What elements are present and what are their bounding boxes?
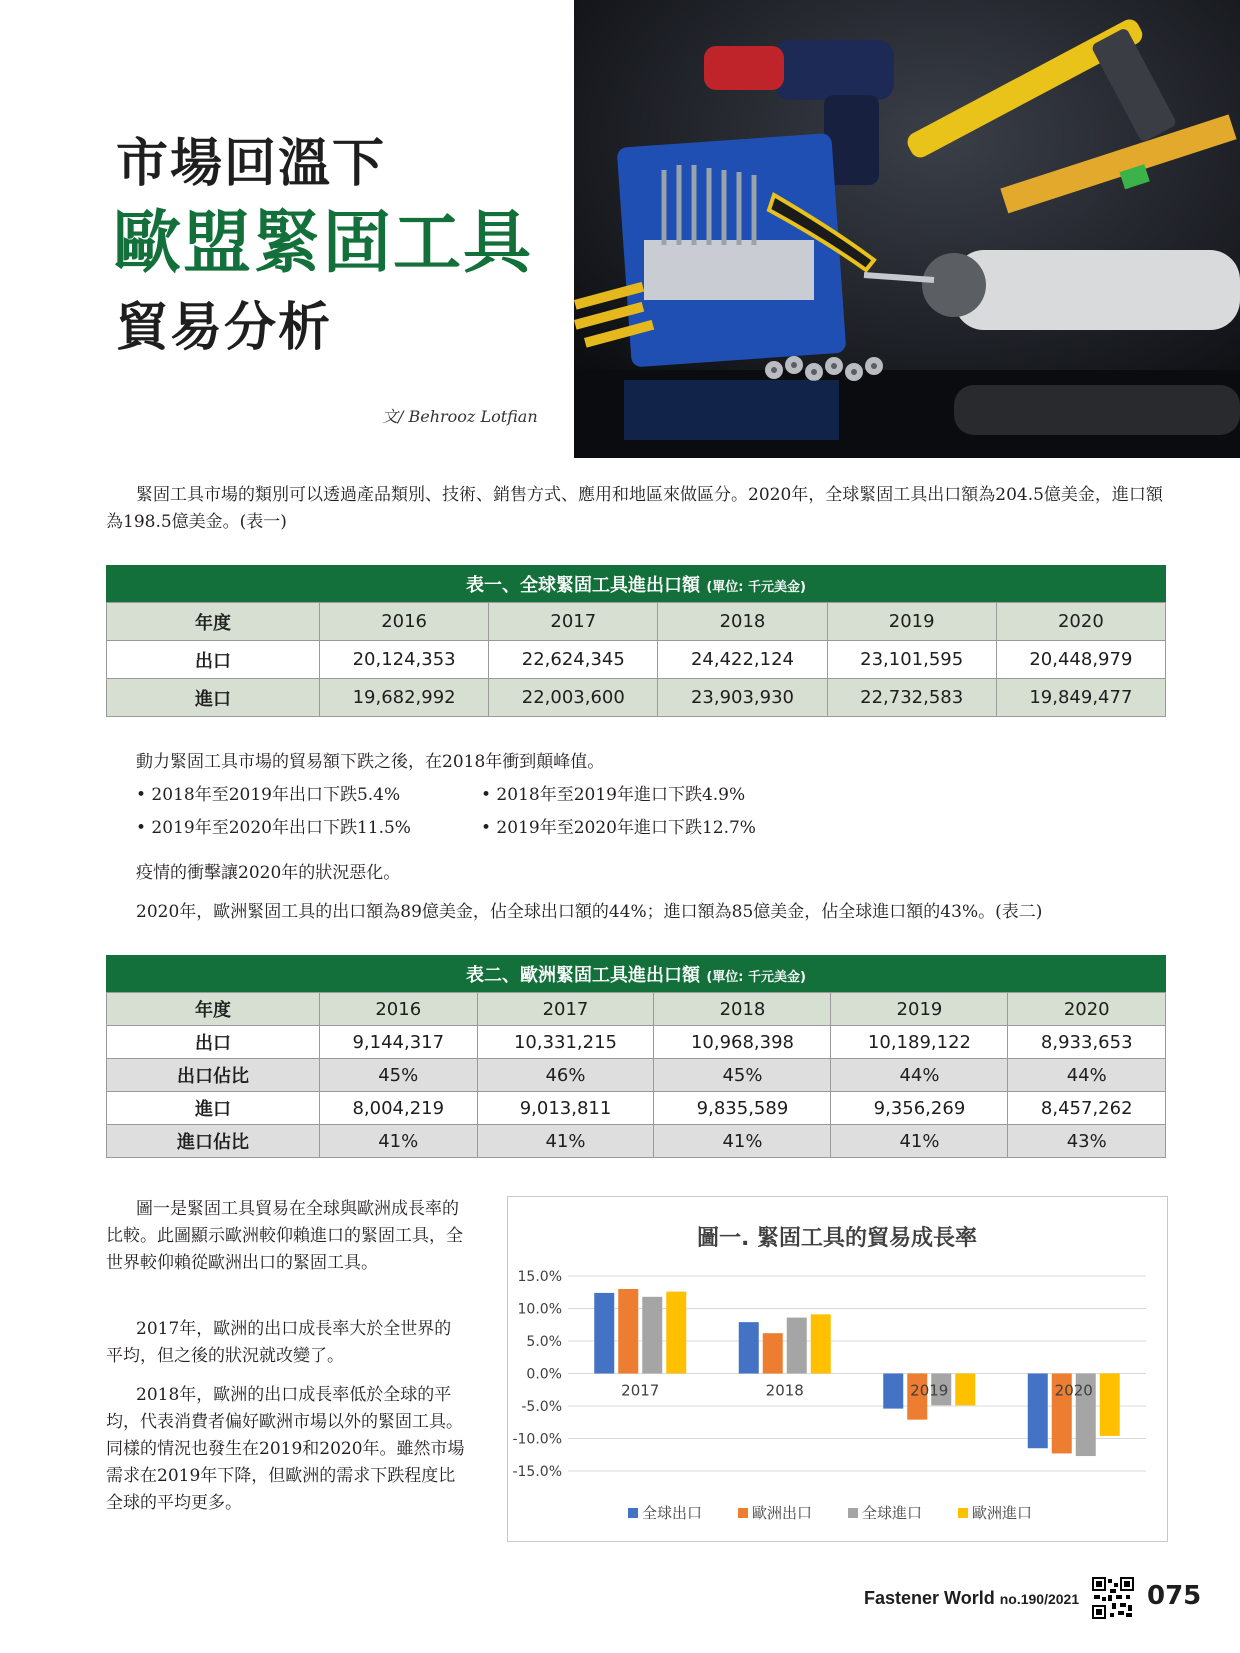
column-paragraph-1: 圖一是緊固工具貿易在全球與歐洲成長率的比較。此圖顯示歐洲較仰賴進口的緊固工具，全世界較仰賴從歐洲出口的緊固工具。 bbox=[106, 1199, 463, 1273]
table-europe-trade bbox=[106, 955, 1166, 1158]
author-byline: 文/ Behrooz Lotfian bbox=[382, 407, 538, 426]
table-row bbox=[107, 1125, 1166, 1158]
table-cell: 22,003,600 bbox=[489, 679, 658, 717]
title-line-3: 貿易分析 bbox=[116, 298, 333, 358]
table-cell: 19,849,477 bbox=[996, 679, 1165, 717]
chart-svg bbox=[508, 1197, 1167, 1541]
table2-year: 2016 bbox=[320, 993, 478, 1026]
bar-2019-0 bbox=[883, 1374, 903, 1409]
paragraph-3: 疫情的衝擊讓2020年的狀況惡化。 bbox=[136, 863, 401, 883]
intro-paragraph: 緊固工具市場的類別可以透過產品類別、技術、銷售方式、應用和地區來做區分。2020年，全球緊固工具出口額為204.5億美金，進口額為198.5億美金。(表一) bbox=[106, 485, 1163, 532]
legend-label: 全球出口 bbox=[642, 1504, 703, 1522]
legend-swatch bbox=[628, 1508, 638, 1518]
chart-trade-growth bbox=[507, 1196, 1168, 1542]
bar-2018-3 bbox=[811, 1314, 831, 1373]
table2-year: 2017 bbox=[477, 993, 654, 1026]
table1-year: 2016 bbox=[320, 603, 489, 641]
bullet-export-2019: • 2018年至2019年出口下跌5.4% bbox=[136, 785, 401, 805]
legend-swatch bbox=[738, 1508, 748, 1518]
x-tick-label: 2020 bbox=[1054, 1381, 1093, 1400]
row-label: 出口佔比 bbox=[107, 1059, 320, 1092]
table-cell: 24,422,124 bbox=[658, 641, 827, 679]
magazine-name: Fastener World bbox=[864, 1588, 995, 1608]
y-tick-label: -10.0% bbox=[512, 1431, 562, 1448]
table-cell: 41% bbox=[320, 1125, 478, 1158]
table-cell: 23,903,930 bbox=[658, 679, 827, 717]
table-cell: 23,101,595 bbox=[827, 641, 996, 679]
table-cell: 10,331,215 bbox=[477, 1026, 654, 1059]
table1-unit: (單位: 千元美金) bbox=[706, 580, 806, 595]
table-cell: 8,457,262 bbox=[1008, 1092, 1166, 1125]
bar-2020-3 bbox=[1100, 1374, 1120, 1436]
table1-year: 2017 bbox=[489, 603, 658, 641]
bar-2017-2 bbox=[642, 1297, 662, 1374]
legend-swatch bbox=[848, 1508, 858, 1518]
bar-2017-3 bbox=[666, 1292, 686, 1374]
table-global-trade bbox=[106, 565, 1166, 717]
x-tick-label: 2018 bbox=[765, 1381, 804, 1400]
table-cell: 10,968,398 bbox=[654, 1026, 831, 1059]
bullet-import-2019: • 2018年至2019年進口下跌4.9% bbox=[481, 785, 746, 805]
bar-2020-0 bbox=[1028, 1374, 1048, 1449]
table2-year: 2020 bbox=[1008, 993, 1166, 1026]
row-label: 進口 bbox=[107, 679, 320, 717]
table1-year: 2019 bbox=[827, 603, 996, 641]
table-row bbox=[107, 679, 1166, 717]
table-cell: 41% bbox=[654, 1125, 831, 1158]
x-tick-label: 2019 bbox=[910, 1381, 949, 1400]
table-cell: 44% bbox=[1008, 1059, 1166, 1092]
table1-header-label: 年度 bbox=[107, 603, 320, 641]
table-cell: 9,013,811 bbox=[477, 1092, 654, 1125]
bar-2018-2 bbox=[787, 1318, 807, 1374]
legend-label: 歐洲出口 bbox=[752, 1504, 813, 1522]
table-cell: 41% bbox=[477, 1125, 654, 1158]
bar-2019-3 bbox=[955, 1374, 975, 1406]
table2-year: 2018 bbox=[654, 993, 831, 1026]
y-tick-label: -15.0% bbox=[512, 1464, 562, 1480]
table-cell: 41% bbox=[831, 1125, 1008, 1158]
x-tick-label: 2017 bbox=[621, 1381, 660, 1400]
table-row bbox=[107, 1092, 1166, 1125]
table-cell: 20,448,979 bbox=[996, 641, 1165, 679]
table2-header-row bbox=[107, 993, 1166, 1026]
title-line-2: 歐盟緊固工具 bbox=[113, 204, 534, 283]
table-row bbox=[107, 641, 1166, 679]
table2-title bbox=[106, 955, 1166, 992]
table1-year: 2020 bbox=[996, 603, 1165, 641]
bar-2017-0 bbox=[594, 1293, 614, 1374]
issue-number: no.190/2021 bbox=[999, 1591, 1080, 1607]
table-cell: 10,189,122 bbox=[831, 1026, 1008, 1059]
row-label: 進口 bbox=[107, 1092, 320, 1125]
table-cell: 9,356,269 bbox=[831, 1092, 1008, 1125]
table-cell: 45% bbox=[654, 1059, 831, 1092]
table-cell: 44% bbox=[831, 1059, 1008, 1092]
table1-title-text: 表一、全球緊固工具進出口額 bbox=[466, 575, 701, 596]
chart-title: 圖一. 緊固工具的貿易成長率 bbox=[696, 1226, 978, 1251]
table1-title bbox=[106, 565, 1166, 602]
table-cell: 9,835,589 bbox=[654, 1092, 831, 1125]
y-tick-label: 5.0% bbox=[526, 1334, 562, 1350]
bullet-import-2020: • 2019年至2020年進口下跌12.7% bbox=[481, 818, 756, 838]
table-row bbox=[107, 1026, 1166, 1059]
page-number: 075 bbox=[1147, 1581, 1202, 1611]
table2-year: 2019 bbox=[831, 993, 1008, 1026]
column-paragraph-3: 2018年，歐洲的出口成長率低於全球的平均，代表消費者偏好歐洲市場以外的緊固工具。同樣的情況也發生在2019和2020年。雖然市場需求在2019年下降，但歐洲的需求下跌程度比全球的平均更多。 bbox=[106, 1385, 465, 1513]
table-cell: 45% bbox=[320, 1059, 478, 1092]
tools-illustration bbox=[574, 0, 1240, 458]
bar-2017-1 bbox=[618, 1289, 638, 1374]
table-cell: 22,624,345 bbox=[489, 641, 658, 679]
qr-code-icon[interactable] bbox=[1092, 1577, 1134, 1619]
bar-2018-1 bbox=[763, 1333, 783, 1373]
bullet-export-2020: • 2019年至2020年出口下跌11.5% bbox=[136, 818, 411, 838]
legend-label: 歐洲進口 bbox=[972, 1504, 1033, 1522]
table-cell: 46% bbox=[477, 1059, 654, 1092]
title-line-1: 市場回溫下 bbox=[116, 134, 387, 194]
table-cell: 8,933,653 bbox=[1008, 1026, 1166, 1059]
paragraph-4: 2020年，歐洲緊固工具的出口額為89億美金，佔全球出口額的44%；進口額為85億美金，佔全球進口額的43%。(表二) bbox=[136, 902, 1043, 922]
table-cell: 43% bbox=[1008, 1125, 1166, 1158]
y-tick-label: 0.0% bbox=[526, 1366, 562, 1383]
column-paragraph-2: 2017年，歐洲的出口成長率大於全世界的平均，但之後的狀況就改變了。 bbox=[106, 1319, 452, 1366]
table2-unit: (單位: 千元美金) bbox=[706, 970, 806, 985]
table2-header-label: 年度 bbox=[107, 993, 320, 1026]
table-cell: 19,682,992 bbox=[320, 679, 489, 717]
paragraph-2: 動力緊固工具市場的貿易額下跌之後，在2018年衝到顛峰值。 bbox=[136, 752, 605, 772]
table-cell: 8,004,219 bbox=[320, 1092, 478, 1125]
y-tick-label: 15.0% bbox=[517, 1269, 562, 1285]
legend-swatch bbox=[958, 1508, 968, 1518]
row-label: 出口 bbox=[107, 641, 320, 679]
bar-2018-0 bbox=[739, 1322, 759, 1373]
table-row bbox=[107, 1059, 1166, 1092]
table2-title-text: 表二、歐洲緊固工具進出口額 bbox=[466, 965, 701, 986]
legend-label: 全球進口 bbox=[862, 1504, 923, 1522]
article-title bbox=[113, 134, 534, 358]
row-label: 進口佔比 bbox=[107, 1125, 320, 1158]
hero-photo-tools bbox=[574, 0, 1240, 458]
table1-year: 2018 bbox=[658, 603, 827, 641]
table1-header-row bbox=[107, 603, 1166, 641]
table-cell: 9,144,317 bbox=[320, 1026, 478, 1059]
row-label: 出口 bbox=[107, 1026, 320, 1059]
table-cell: 20,124,353 bbox=[320, 641, 489, 679]
footer-brand bbox=[864, 1588, 1079, 1609]
y-tick-label: 10.0% bbox=[517, 1301, 562, 1318]
y-tick-label: -5.0% bbox=[521, 1399, 562, 1415]
table-cell: 22,732,583 bbox=[827, 679, 996, 717]
